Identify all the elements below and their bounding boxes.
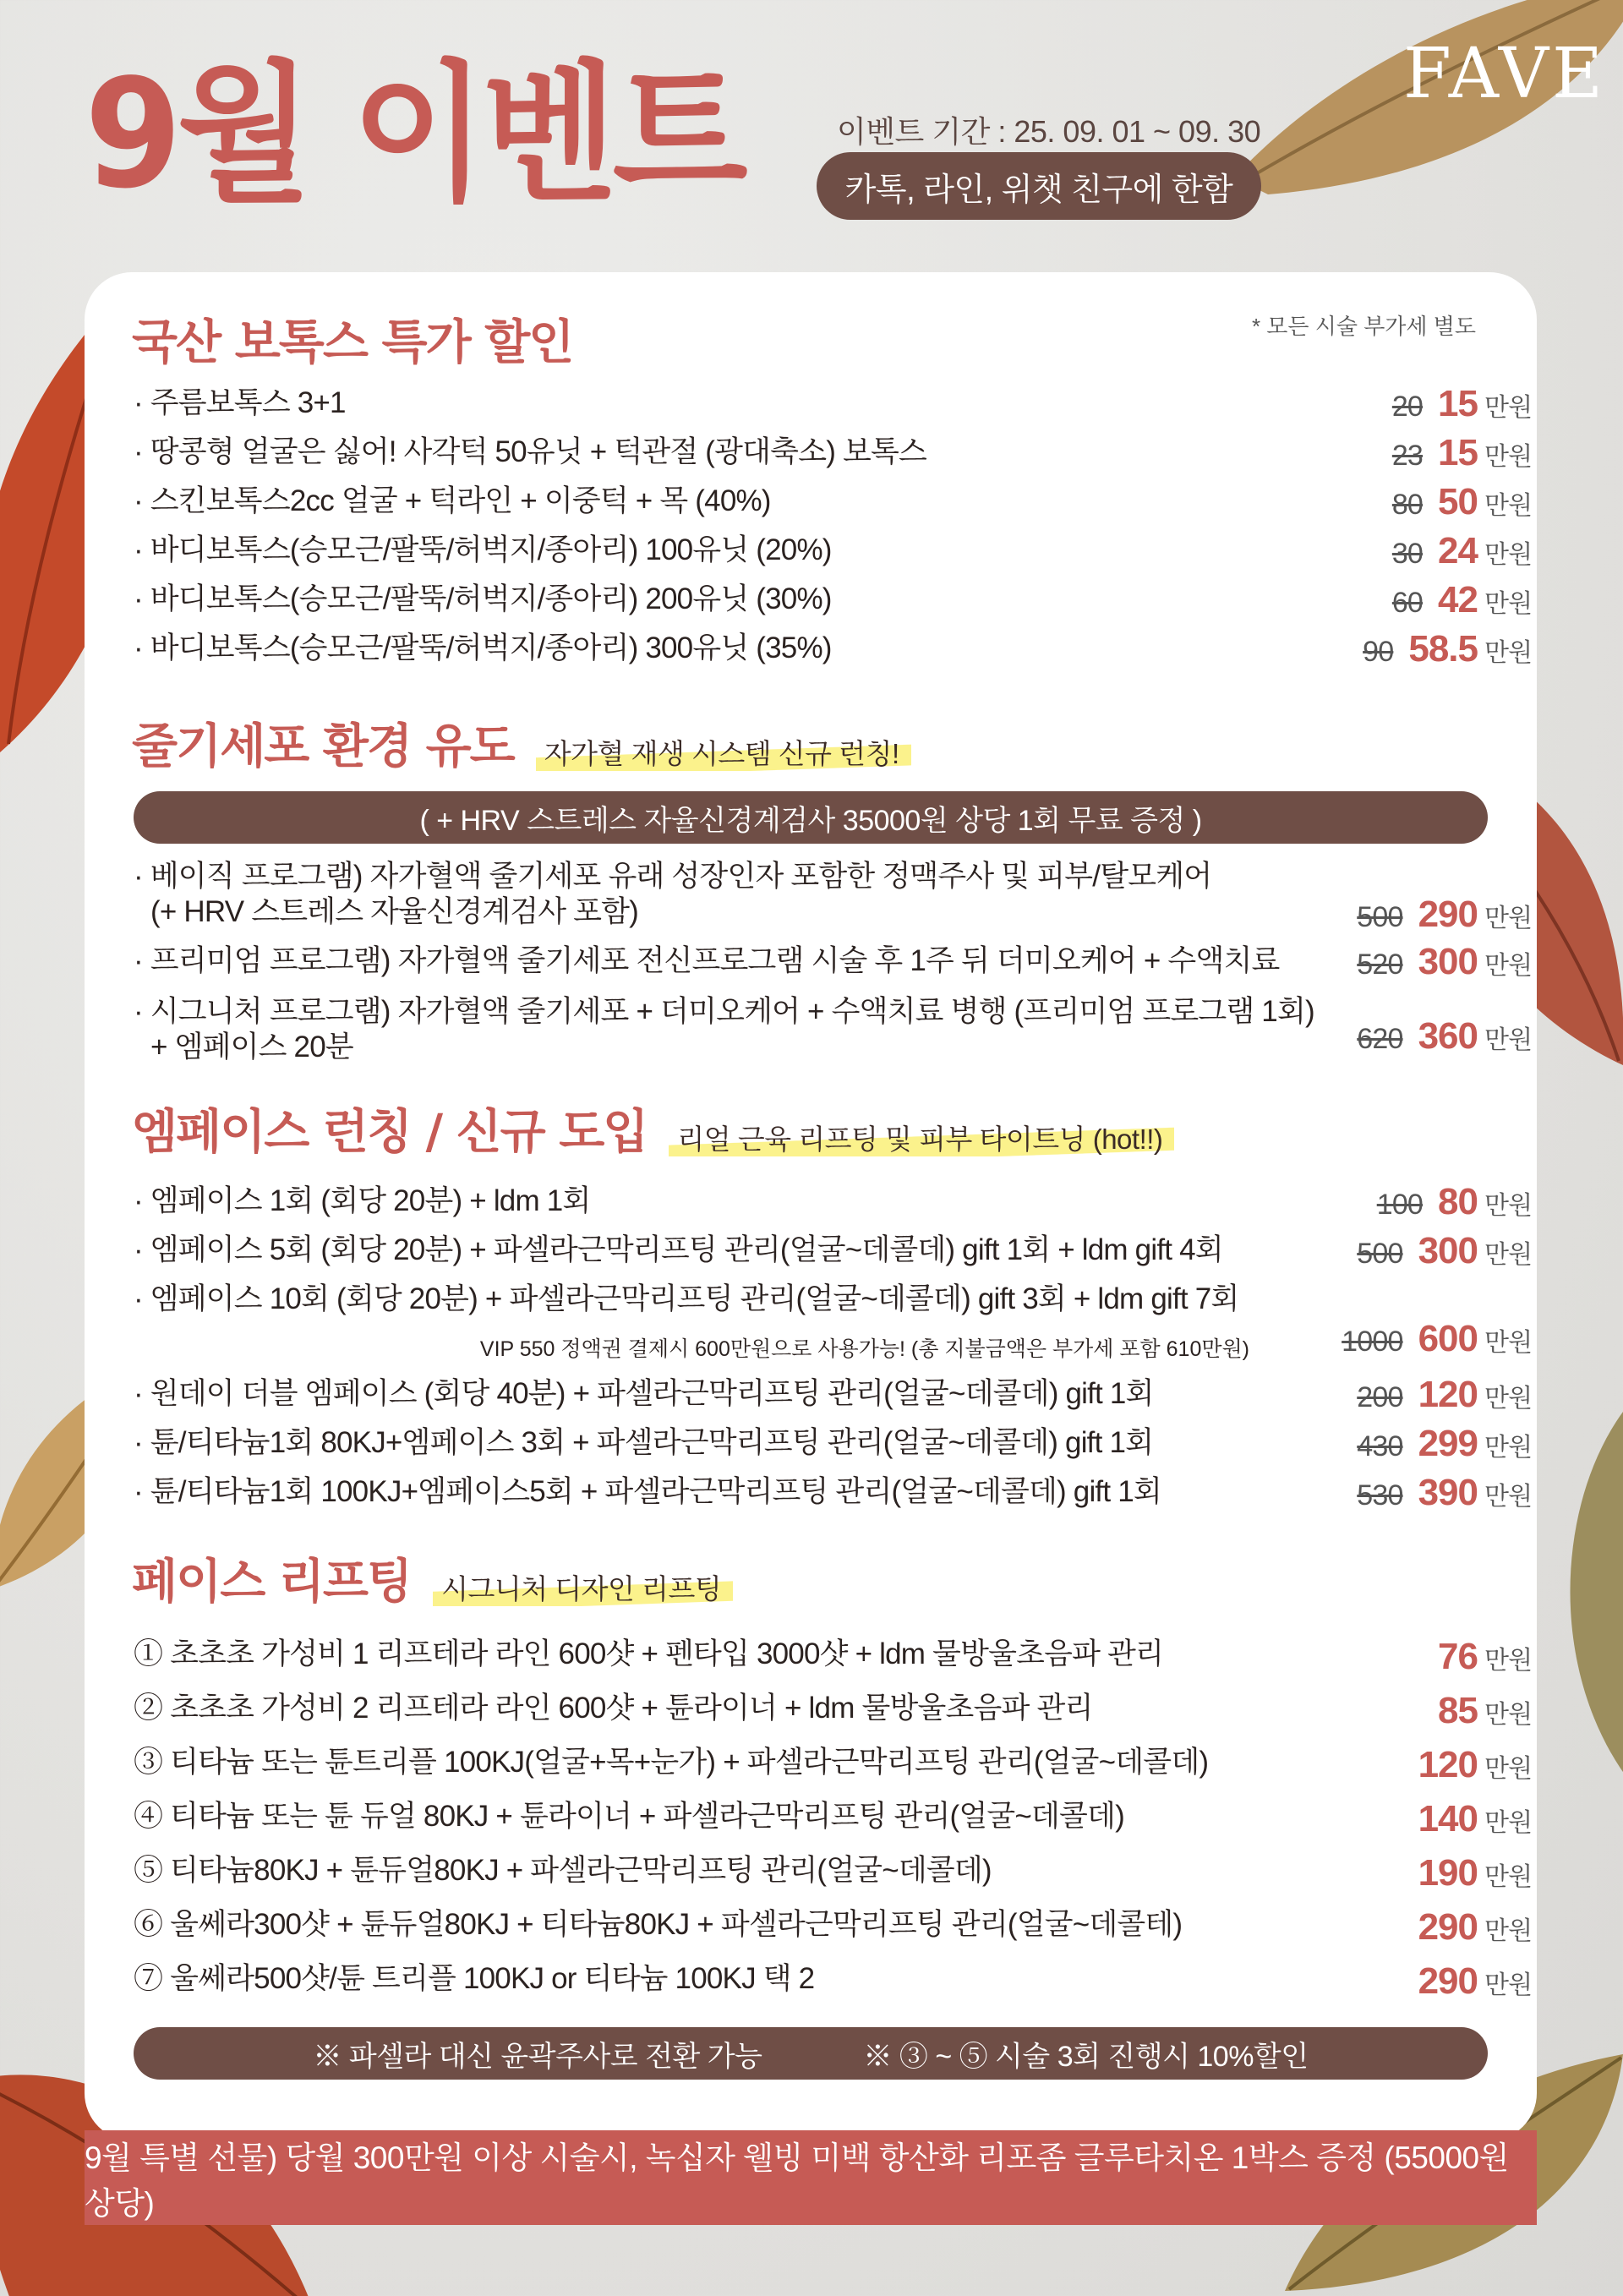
item-desc: ⑥ 울쎄라300샷 + 튠듀얼80KJ + 티타늄80KJ + 파셀라근막리프팅 관리(얼굴~데콜테) [134,1908,1183,1941]
price-unit: 만원 [1484,639,1533,667]
price-unit: 만원 [1484,394,1533,422]
section-stemcell-header [132,719,911,774]
price-unit: 만원 [1484,1917,1533,1945]
section-title: 엠페이스 런칭 / 신규 도입 [132,1105,648,1160]
old-price: 90 [1363,636,1394,668]
item-desc: · 땅콩형 얼굴은 싫어! 사각턱 50유닛 + 턱관절 (광대축소) 보톡스 [134,435,927,468]
item-desc: ③ 티타늄 또는 튠트리플 100KJ(얼굴+목+눈가) + 파셀라근막리프팅 관리(얼굴~데콜데) [134,1746,1209,1779]
new-price: 85 [1438,1690,1478,1731]
new-price: 600 [1418,1318,1478,1359]
footer-gift-banner: 9월 특별 선물) 당월 300만원 이상 시술시, 녹십자 웰빙 미백 항산화 리포좀 글루타치온 1박스 증정 (55000원 상당) [85,2130,1537,2225]
item-price [1325,1373,1537,1418]
price-unit: 만원 [1484,1241,1533,1269]
list-item [134,1798,1537,1840]
item-price [1325,1960,1537,2004]
new-price: 299 [1418,1423,1478,1464]
item-price [1325,1743,1537,1788]
list-item [134,385,1537,423]
section-subtitle: 리얼 근육 리프팅 및 피부 타이트닝 (hot!!) [669,1121,1174,1156]
item-price [1325,382,1537,427]
item-desc-line2: + 엠페이스 20분 [150,1030,353,1063]
price-unit: 만원 [1484,1863,1533,1891]
new-price: 300 [1418,941,1478,982]
item-desc: · 시그니처 프로그램) 자가혈액 줄기세포 + 더미오케어 + 수액치료 병행 (프리미엄 프로그램 1회) [134,995,1314,1028]
item-price [1325,1905,1537,1950]
item-price [1325,940,1537,985]
section-title: 국산 보톡스 특가 할인 [132,315,573,370]
price-unit: 만원 [1484,590,1533,618]
old-price: 430 [1357,1430,1403,1462]
new-price: 24 [1438,530,1478,571]
new-price: 15 [1438,383,1478,424]
item-desc: ① 초초초 가성비 1 리프테라 라인 600샷 + 펜타입 3000샷 + ldm 물방울초음파 관리 [134,1637,1164,1670]
item-price [1325,1689,1537,1734]
list-item [134,994,1537,1069]
leaf-right-olive-icon [1538,1403,1623,1792]
list-item [134,628,1537,670]
new-price: 190 [1418,1852,1478,1894]
item-price [1325,1851,1537,1896]
new-price: 50 [1438,481,1478,522]
list-item [134,1636,1537,1677]
item-desc: · 튠/티타늄1회 80KJ+엠페이스 3회 + 파셀라근막리프팅 관리(얼굴~데콜데) gift 1회 [134,1426,1154,1459]
old-price: 200 [1357,1381,1403,1413]
new-price: 390 [1418,1472,1478,1513]
old-price: 500 [1357,901,1403,933]
old-price: 520 [1357,948,1403,981]
item-desc: · 베이직 프로그램) 자가혈액 줄기세포 유래 성장인자 포함한 정맥주사 및 피부/탈모케어 [134,860,1212,893]
list-item [134,1230,1537,1271]
list-item [134,1376,1537,1413]
item-desc: · 바디보톡스(승모근/팔뚝/허벅지/종아리) 100유닛 (20%) [134,533,832,566]
item-desc: · 튠/티타늄1회 100KJ+엠페이스5회 + 파셀라근막리프팅 관리(얼굴~데콜데) gift 1회 [134,1475,1161,1508]
section-subtitle: 시그니처 디자인 리프팅 [433,1571,733,1606]
price-unit: 만원 [1484,1755,1533,1783]
price-unit: 만원 [1484,905,1533,932]
item-desc: · 엠페이스 1회 (회당 20분) + ldm 1회 [134,1184,591,1217]
new-price: 15 [1438,432,1478,473]
item-price [1325,1422,1537,1467]
section-subtitle: 자가혈 재생 시스템 신규 런칭! [536,735,911,771]
new-price: 300 [1418,1230,1478,1271]
list-item [134,1425,1537,1462]
vip-note: VIP 550 정액권 결제시 600만원으로 사용가능! (총 지불금액은 부가세 포함 610만원) [479,1337,1249,1361]
item-price [1325,627,1537,672]
price-unit: 만원 [1484,541,1533,569]
item-price [1325,1180,1537,1225]
facelift-notes-band [134,2027,1488,2080]
old-price: 80 [1391,489,1424,521]
section-title: 줄기세포 환경 유도 [132,719,514,774]
price-unit: 만원 [1484,1483,1533,1511]
new-price: 360 [1418,1015,1478,1057]
list-item [134,530,1537,571]
item-desc: · 주름보톡스 3+1 [134,386,346,419]
price-unit: 만원 [1484,1385,1533,1413]
brand-logo: FAVE [1403,34,1606,114]
new-price: 80 [1438,1181,1478,1222]
eligibility-badge: 카톡, 라인, 위챗 친구에 한함 [817,152,1261,220]
price-unit: 만원 [1484,492,1533,520]
price-unit: 만원 [1484,1971,1533,1999]
item-price [1325,480,1537,525]
item-price [1325,1317,1537,1362]
item-price [1325,893,1537,938]
price-unit: 만원 [1484,1434,1533,1462]
item-desc: · 엠페이스 5회 (회당 20분) + 파셀라근막리프팅 관리(얼굴~데콜데) gift 1회 + ldm gift 4회 [134,1233,1223,1266]
item-desc: ⑤ 티타늄80KJ + 튠듀얼80KJ + 파셀라근막리프팅 관리(얼굴~데콜데) [134,1854,992,1887]
price-unit: 만원 [1484,1026,1533,1054]
list-item [134,1181,1537,1222]
list-item [134,1474,1537,1512]
old-price: 23 [1391,440,1424,472]
list-item [134,1960,1537,2002]
new-price: 290 [1418,1906,1478,1948]
item-desc-line2: (+ HRV 스트레스 자율신경계검사 포함) [150,895,639,928]
free-gift-band: ( + HRV 스트레스 자율신경계검사 35000원 상당 1회 무료 증정 ) [134,791,1488,844]
price-unit: 만원 [1484,952,1533,980]
item-desc: · 프리미엄 프로그램) 자가혈액 줄기세포 전신프로그램 시술 후 1주 뒤 더미오케어 + 수액치료 [134,944,1280,977]
item-desc: ② 초초초 가성비 2 리프테라 라인 600샷 + 튠라이너 + ldm 물방울초음파 관리 [134,1692,1093,1725]
new-price: 120 [1418,1744,1478,1785]
band-note-2: ※ ③ ~ ⑤ 시술 3회 진행시 10%할인 [863,2040,1309,2073]
old-price: 530 [1357,1479,1403,1512]
item-price [1325,431,1537,476]
old-price: 620 [1357,1023,1403,1055]
section-mface-header [132,1105,1174,1160]
section-botox-header [132,315,573,370]
item-desc: · 바디보톡스(승모근/팔뚝/허벅지/종아리) 200유닛 (30%) [134,582,832,615]
price-unit: 만원 [1484,1701,1533,1729]
vat-note: * 모든 시술 부가세 별도 [1251,314,1476,339]
list-item [134,432,1537,473]
old-price: 20 [1391,391,1424,423]
list-item [134,1690,1537,1731]
item-price [1325,529,1537,574]
list-item [134,859,1537,933]
item-price [1325,1229,1537,1274]
item-desc: ④ 티타늄 또는 튠 듀얼 80KJ + 튠라이너 + 파셀라근막리프팅 관리(얼굴~데콜데) [134,1800,1124,1833]
new-price: 290 [1418,1960,1478,2002]
price-unit: 만원 [1484,1647,1533,1675]
new-price: 290 [1418,894,1478,935]
old-price: 500 [1357,1238,1403,1270]
new-price: 58.5 [1408,628,1478,670]
band-note-1: ※ 파셀라 대신 윤곽주사로 전환 가능 [313,2040,762,2073]
old-price: 1000 [1342,1326,1403,1358]
list-item [134,1744,1537,1785]
new-price: 120 [1418,1374,1478,1415]
list-item [134,579,1537,620]
section-title: 페이스 리프팅 [132,1555,412,1610]
item-price [1325,1635,1537,1680]
price-unit: 만원 [1484,1192,1533,1220]
item-price [1325,1471,1537,1516]
item-desc: · 바디보톡스(승모근/팔뚝/허벅지/종아리) 300유닛 (35%) [134,631,832,664]
old-price: 100 [1376,1189,1424,1221]
old-price: 30 [1391,538,1424,570]
item-price [1325,1797,1537,1842]
item-desc: · 엠페이스 10회 (회당 20분) + 파셀라근막리프팅 관리(얼굴~데콜데) gift 3회 + ldm gift 7회 [134,1282,1239,1315]
price-unit: 만원 [1484,1809,1533,1837]
new-price: 76 [1438,1636,1478,1677]
old-price: 60 [1391,587,1424,619]
price-unit: 만원 [1484,1329,1533,1357]
list-item [134,1852,1537,1894]
new-price: 42 [1438,579,1478,620]
list-item [134,481,1537,522]
item-desc: · 원데이 더블 엠페이스 (회당 40분) + 파셀라근막리프팅 관리(얼굴~데콜데) gift 1회 [134,1377,1154,1410]
item-price [1325,578,1537,623]
price-unit: 만원 [1484,443,1533,471]
list-item [134,943,1537,981]
event-card [85,272,1537,2140]
item-desc: · 스킨보톡스2cc 얼굴 + 턱라인 + 이중턱 + 목 (40%) [134,484,771,517]
item-desc: ⑦ 울쎄라500샷/튠 트리플 100KJ or 티타늄 100KJ 택 2 [134,1962,815,1995]
item-price [1325,1014,1537,1059]
new-price: 140 [1418,1798,1478,1840]
list-item [134,1906,1537,1948]
page-title: 9월 이벤트 [85,46,743,221]
event-period: 이벤트 기간 : 25. 09. 01 ~ 09. 30 [837,114,1261,149]
section-facelift-header [132,1555,733,1610]
